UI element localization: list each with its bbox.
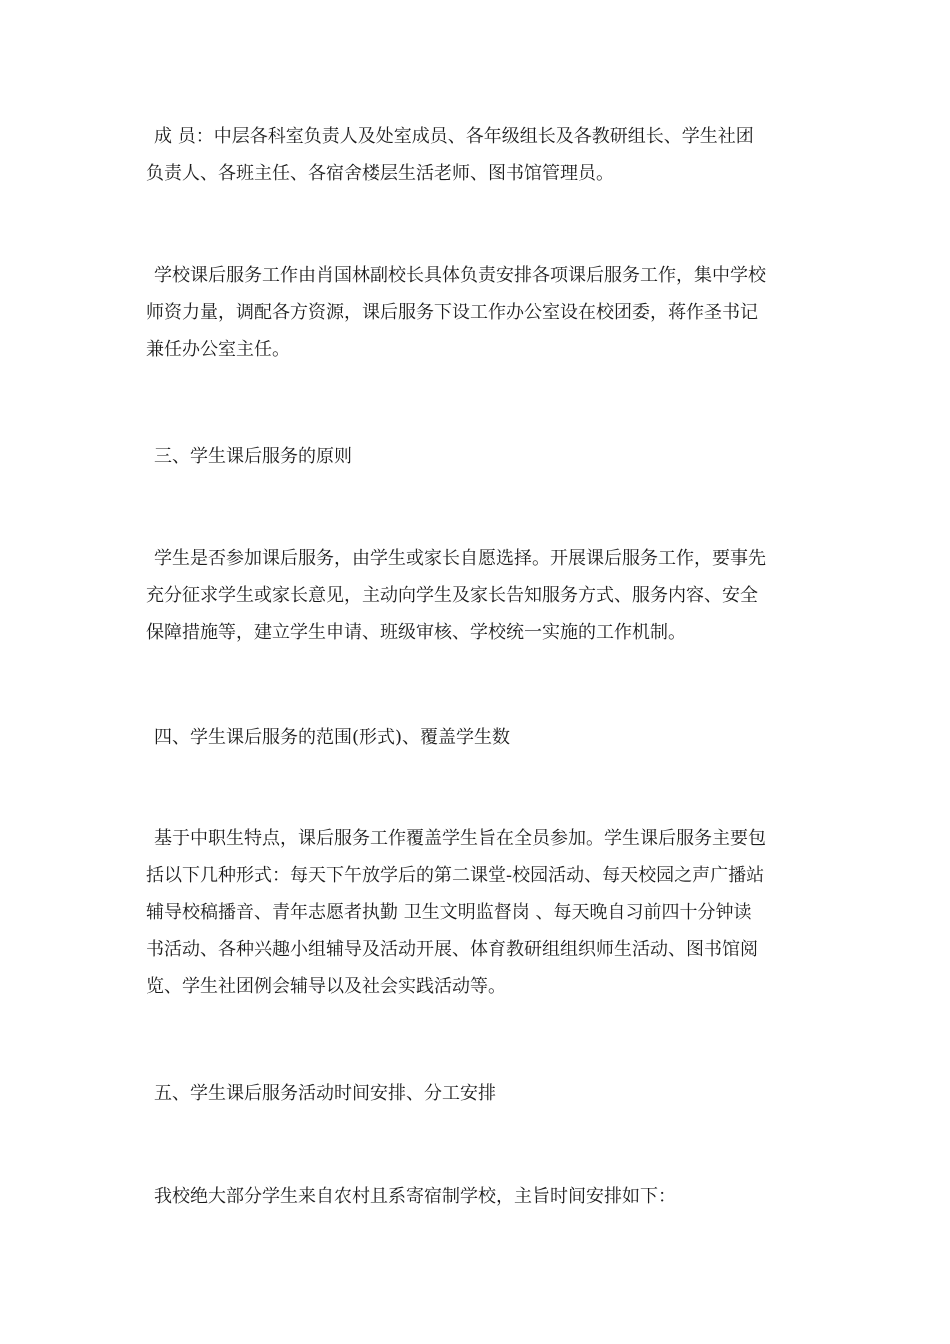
text-line: 我校绝大部分学生来自农村且系寄宿制学校，主旨时间安排如下： xyxy=(154,1186,676,1207)
text-line: 基于中职生特点，课后服务工作覆盖学生旨在全员参加。学生课后服务主要包 xyxy=(154,828,766,849)
responsibility-paragraph xyxy=(146,257,816,368)
text-line: 览、学生社团例会辅导以及社会实践活动等。 xyxy=(146,976,506,997)
text-line: 括以下几种形式：每天下午放学后的第二课堂-校园活动、每天校园之声广播站 xyxy=(146,865,765,886)
text-line: 辅导校稿播音、青年志愿者执勤 卫生文明监督岗 、每天晚自习前四十分钟读 xyxy=(146,902,752,923)
text-line: 学校课后服务工作由肖国林副校长具体负责安排各项课后服务工作，集中学校 xyxy=(154,265,766,286)
text-line: 师资力量，调配各方资源，课后服务下设工作办公室设在校团委，蒋作圣书记 xyxy=(146,302,758,323)
heading-text: 五、学生课后服务活动时间安排、分工安排 xyxy=(154,1083,496,1104)
section-heading-principles xyxy=(146,438,816,475)
text-line: 充分征求学生或家长意见，主动向学生及家长告知服务方式、服务内容、安全 xyxy=(146,585,758,606)
text-line: 保障措施等，建立学生申请、班级审核、学校统一实施的工作机制。 xyxy=(146,622,686,643)
section-heading-scope xyxy=(146,719,816,756)
text-line: 书活动、各种兴趣小组辅导及活动开展、体育教研组组织师生活动、图书馆阅 xyxy=(146,939,758,960)
members-paragraph xyxy=(146,118,816,192)
heading-text: 四、学生课后服务的范围(形式)、覆盖学生数 xyxy=(154,727,511,748)
text-line: 负责人、各班主任、各宿舍楼层生活老师、图书馆管理员。 xyxy=(146,163,614,184)
heading-text: 三、学生课后服务的原则 xyxy=(154,446,352,467)
section-heading-schedule xyxy=(146,1075,816,1112)
text-line: 学生是否参加课后服务，由学生或家长自愿选择。开展课后服务工作，要事先 xyxy=(154,548,766,569)
text-line: 成 员：中层各科室负责人及处室成员、各年级组长及各教研组长、学生社团 xyxy=(154,126,754,147)
text-line: 兼任办公室主任。 xyxy=(146,339,290,360)
principles-paragraph xyxy=(146,540,816,651)
schedule-paragraph xyxy=(146,1178,816,1215)
scope-paragraph xyxy=(146,820,816,1005)
